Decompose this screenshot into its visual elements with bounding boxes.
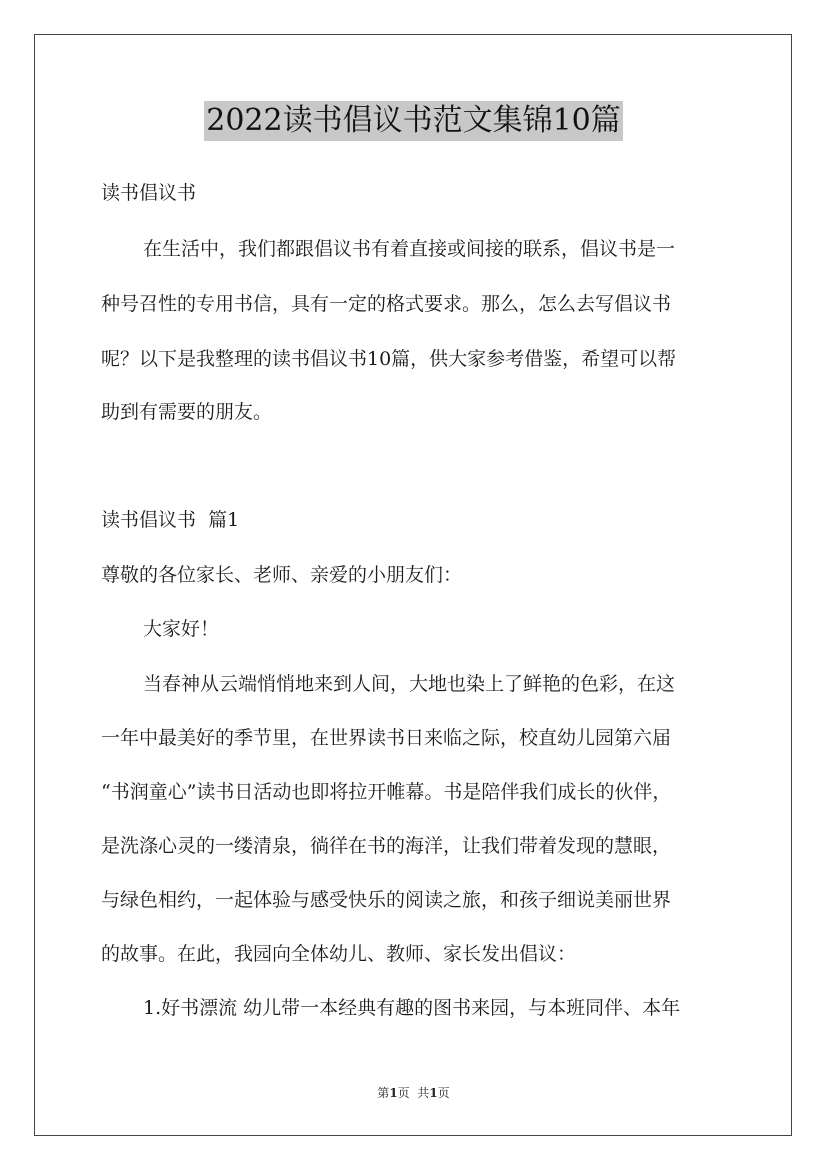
section-heading: 读书倡议书 篇1 — [101, 509, 240, 531]
body-line-1: 当春神从云端悄悄地来到人间，大地也染上了鲜艳的色彩，在这 — [143, 673, 676, 695]
page-footer — [0, 1085, 827, 1101]
document-title: 2022读书倡议书范文集锦10篇 — [204, 101, 623, 141]
body-line-3: “书润童心”读书日活动也即将拉开帷幕。书是陪伴我们成长的伙伴， — [101, 781, 672, 803]
heading: 读书倡议书 — [101, 182, 197, 204]
body-line-4: 是洗涤心灵的一缕清泉，徜徉在书的海洋，让我们带着发现的慧眼， — [101, 835, 672, 857]
footer-page-total: 1 — [429, 1086, 438, 1100]
footer-mid: 页 共 — [397, 1086, 430, 1100]
body-line-6: 的故事。在此，我园向全体幼儿、教师、家长发出倡议： — [101, 943, 577, 965]
intro-line-2: 种号召性的专用书信，具有一定的格式要求。那么，怎么去写倡议书 — [101, 293, 672, 315]
salutation: 尊敬的各位家长、老师、亲爱的小朋友们： — [101, 564, 463, 586]
body-line-5: 与绿色相约，一起体验与感受快乐的阅读之旅，和孩子细说美丽世界 — [101, 889, 672, 911]
intro-line-3: 呢？以下是我整理的读书倡议书10篇，供大家参考借鉴，希望可以帮 — [101, 348, 677, 370]
body-line-2: 一年中最美好的季节里，在世界读书日来临之际，校直幼儿园第六届 — [101, 727, 672, 749]
footer-page-number: 1 — [389, 1086, 398, 1100]
list-item-1: 1.好书漂流 幼儿带一本经典有趣的图书来园，与本班同伴、本年 — [143, 997, 681, 1019]
footer-prefix: 第 — [377, 1086, 390, 1100]
footer-suffix: 页 — [437, 1086, 450, 1100]
intro-line-4: 助到有需要的朋友。 — [101, 401, 273, 423]
greeting: 大家好！ — [143, 618, 220, 640]
intro-line-1: 在生活中，我们都跟倡议书有着直接或间接的联系，倡议书是一 — [143, 238, 676, 260]
title-container — [0, 101, 827, 141]
